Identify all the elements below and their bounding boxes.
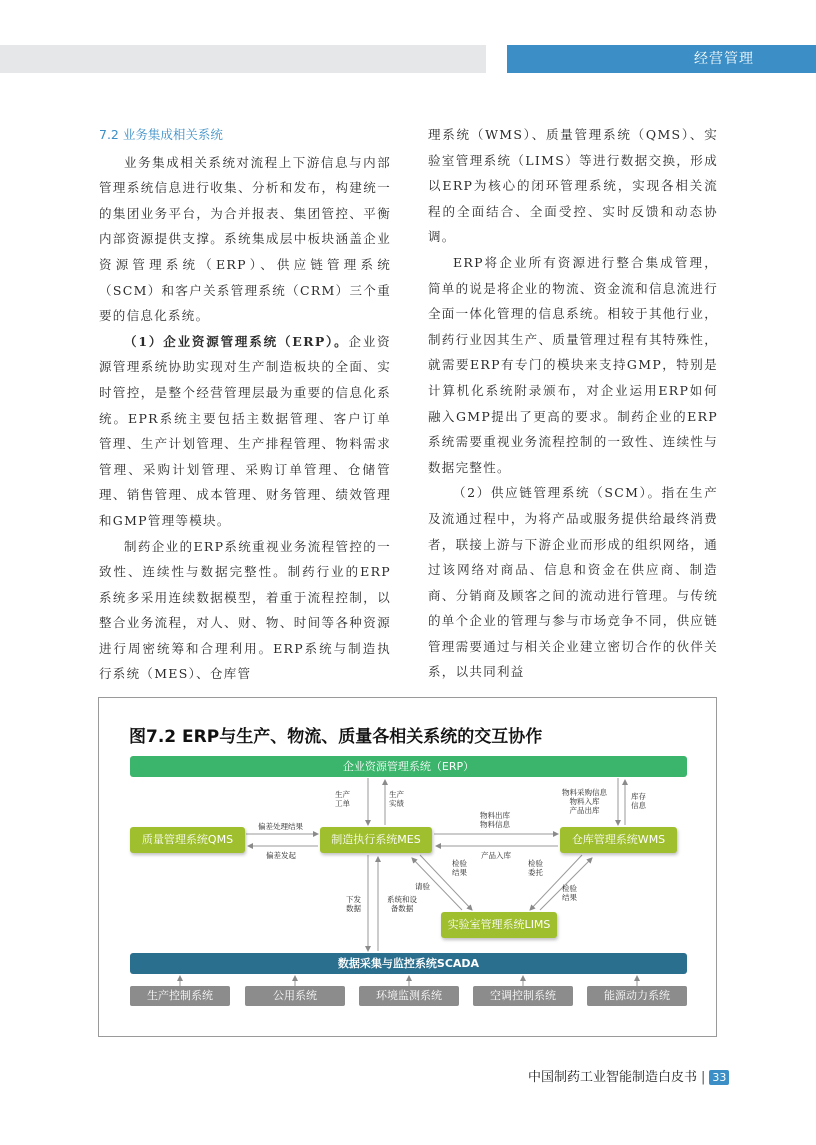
subsystem-box: 生产控制系统 <box>130 986 230 1006</box>
flow-label: 检验 结果 <box>452 859 467 877</box>
paragraph: （2）供应链管理系统（SCM）。指在生产及流通过程中，为将产品或服务提供给最终消费者，联接上游与下游企业而形成的组织网络，通过该网络对商品、信息和资金在供应商、制造商、分销商及顾客之间的流动进行管理。与传统的单个企业的管理与参与市场竞争不同，供应链管理需要通过与相关企业建立密切合作的伙伴关系，以共同利益 <box>428 485 718 680</box>
flow-label: 物料出库 物料信息 <box>480 811 510 829</box>
flow-label: 系统和设 备数据 <box>387 895 417 913</box>
footer-separator: | <box>701 1070 706 1085</box>
flow-label: 检验 委托 <box>528 859 543 877</box>
flow-label: 检验 结果 <box>562 884 577 902</box>
subsystem-box: 能源动力系统 <box>587 986 687 1006</box>
paragraph: 业务集成相关系统对流程上下游信息与内部管理系统信息进行收集、分析和发布，构建统一的集团业务平台，为合并报表、集团管控、平衡内部资源提供支撑。系统集成层中板块涵盖企业资源管理系统（ERP）、供应链管理系统（SCM）和客户关系管理系统（CRM）三个重要的信息化系统。 <box>99 154 391 324</box>
flow-label: 生产 实绩 <box>389 790 404 808</box>
scada-bar: 数据采集与监控系统SCADA <box>130 953 687 974</box>
paragraph: 制药企业的ERP系统重视业务流程管控的一致性、连续性与数据完整性。制药行业的ERP系统多采用连续数据模型，着重于流程控制，以整合业务流程，对人、财、物、时间等各种资源进行周密统筹和合理利用。ERP系统与制造执行系统（MES）、仓库管 <box>99 538 391 682</box>
page-number: 33 <box>709 1070 729 1085</box>
subsystem-box: 空调控制系统 <box>473 986 573 1006</box>
header-section-label: 经营管理 <box>507 45 816 73</box>
footer <box>528 1066 729 1085</box>
flow-label: 下发 数据 <box>346 895 361 913</box>
flow-label: 请验 <box>415 882 430 891</box>
flow-label: 产品入库 <box>481 851 511 860</box>
erp-bar: 企业资源管理系统（ERP） <box>130 756 687 777</box>
paragraph-body: 企业资源管理系统协助实现对生产制造板块的全面、实时管控，是整个经营管理层最为重要的信息化系统。EPR系统主要包括主数据管理、客户订单管理、生产计划管理、生产排程管理、物料需求管理、采购计划管理、采购订单管理、仓储管理、销售管理、成本管理、财务管理、绩效管理和GMP管理等模块。 <box>99 333 391 528</box>
mes-node: 制造执行系统MES <box>320 827 432 853</box>
flow-label: 偏差处理结果 <box>258 822 303 831</box>
footer-title: 中国制药工业智能制造白皮书 <box>528 1070 698 1085</box>
lims-node: 实验室管理系统LIMS <box>441 912 557 938</box>
paragraph-heading: （1）企业资源管理系统（ERP）。 <box>124 333 349 349</box>
flow-label: 生产 工单 <box>335 790 350 808</box>
figure-title: 图7.2 ERP与生产、物流、质量各相关系统的交互协作 <box>129 727 543 747</box>
section-title: 7.2 业务集成相关系统 <box>99 127 223 142</box>
subsystem-box: 公用系统 <box>245 986 345 1006</box>
paragraph: ERP将企业所有资源进行整合集成管理，简单的说是将企业的物流、资金流和信息流进行全面一体化管理的信息系统。相较于其他行业，制药行业因其生产、质量管理过程有其特殊性，就需要ERP有专门的模块来支持GMP，特别是计算机化系统附录颁布，对企业运用ERP如何融入GMP提出了更高的要求。制药企业的ERP系统需要重视业务流程控制的一致性、连续性与数据完整性。 <box>428 254 718 475</box>
flow-label: 偏差发起 <box>266 851 296 860</box>
subsystem-box: 环境监测系统 <box>359 986 459 1006</box>
paragraph: 理系统（WMS）、质量管理系统（QMS）、实验室管理系统（LIMS）等进行数据交换，形成以ERP为核心的闭环管理系统，实现各相关流程的全面结合、全面受控、实时反馈和动态协调。 <box>428 127 718 245</box>
flow-label: 物料采购信息 物料入库 产品出库 <box>562 788 607 815</box>
wms-node: 仓库管理系统WMS <box>560 827 677 853</box>
qms-node: 质量管理系统QMS <box>130 827 245 853</box>
flow-label: 库存 信息 <box>631 792 646 810</box>
